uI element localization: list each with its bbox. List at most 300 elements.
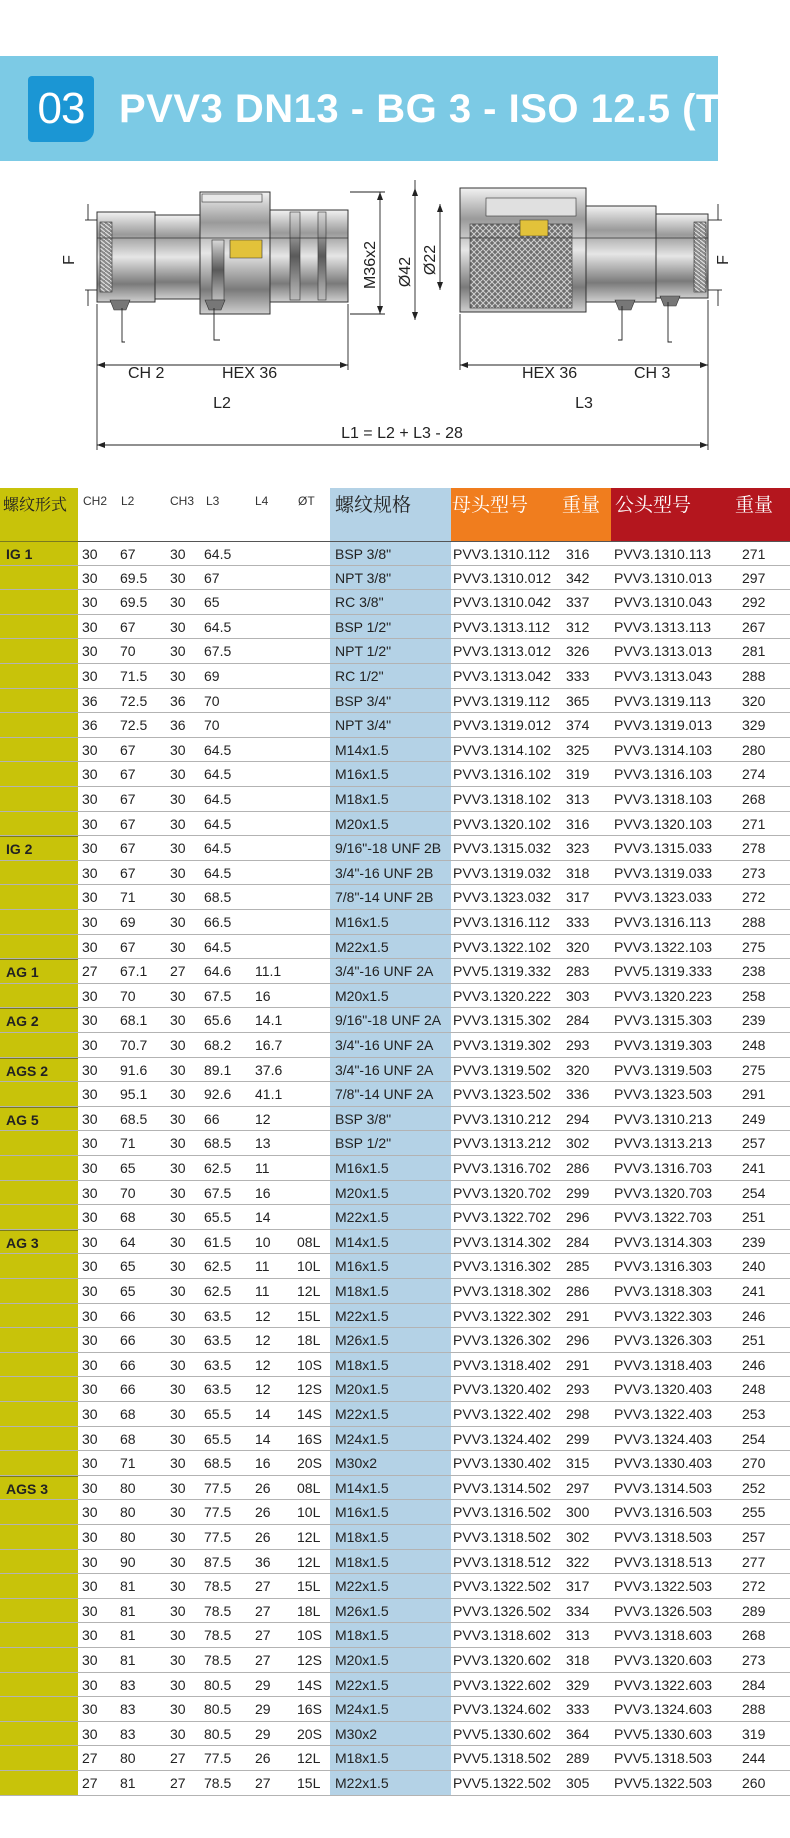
female-model-cell: PVV3.1323.032: [453, 889, 552, 906]
female-model-cell: PVV3.1324.402: [453, 1430, 552, 1447]
ch2-cell: 30: [82, 791, 98, 807]
female-model-cell: PVV3.1316.502: [453, 1504, 552, 1521]
female-model-cell: PVV3.1316.102: [453, 766, 552, 783]
table-row: [0, 1623, 790, 1648]
ch3-cell: 30: [170, 1578, 186, 1595]
table-row: [0, 1156, 790, 1181]
table-row: [0, 1771, 790, 1796]
table-row: [0, 1254, 790, 1279]
male-model-cell: PVV5.1322.503: [614, 1775, 713, 1791]
l4-cell: 27: [255, 1578, 271, 1595]
thread-form-group-label: AG 1: [6, 964, 39, 981]
ot-cell: 10L: [297, 1258, 321, 1275]
male-model-cell: PVV3.1310.043: [614, 594, 713, 611]
table-row: [0, 1476, 790, 1501]
ch2-cell: 30: [82, 594, 98, 611]
ot-cell: 08L: [297, 1479, 321, 1496]
l2-cell: 69.5: [120, 569, 148, 586]
ch3-cell: 30: [170, 1430, 186, 1447]
female-weight-cell: 329: [566, 1676, 590, 1693]
female-weight-cell: 319: [566, 766, 590, 783]
female-model-cell: PVV3.1313.012: [453, 643, 552, 660]
l3-cell: 87.5: [204, 1553, 232, 1570]
female-model-cell: PVV3.1316.702: [453, 1160, 552, 1176]
thread-spec-cell: M16x1.5: [335, 1160, 389, 1176]
ch3-cell: 30: [170, 791, 186, 807]
male-weight-cell: 270: [742, 1455, 766, 1472]
table-row: [0, 1648, 790, 1673]
ch2-cell: 30: [82, 1356, 98, 1373]
female-model-cell: PVV3.1320.102: [453, 815, 552, 832]
male-model-cell: PVV3.1319.033: [614, 864, 713, 881]
ot-cell: 12L: [297, 1529, 321, 1545]
female-weight-cell: 342: [566, 569, 590, 586]
ot-cell: 12S: [297, 1381, 322, 1398]
male-weight-cell: 255: [742, 1504, 766, 1521]
l4-cell: 14: [255, 1406, 271, 1422]
l2-cell: 83: [120, 1701, 136, 1718]
table-row: [0, 836, 790, 861]
ch2-cell: 27: [82, 963, 98, 980]
thread-spec-cell: M18x1.5: [335, 1529, 389, 1545]
header-ch2: CH2: [83, 494, 108, 508]
ch2-cell: 30: [82, 1504, 98, 1521]
male-model-cell: PVV3.1313.213: [614, 1135, 713, 1152]
l4-cell: 16: [255, 1455, 271, 1472]
ch2-cell: 30: [82, 938, 98, 955]
table-row: [0, 566, 790, 591]
l3-cell: 77.5: [204, 1479, 232, 1496]
l2-cell: 68.1: [120, 1012, 148, 1029]
l2-cell: 71: [120, 1455, 136, 1472]
m36x2-label: M36x2: [362, 240, 379, 290]
l2-cell: 81: [120, 1627, 136, 1644]
female-model-cell: PVV3.1326.302: [453, 1332, 552, 1349]
thread-spec-cell: M22x1.5: [335, 1775, 389, 1791]
header-female-weight: 重量: [562, 495, 601, 516]
ch3-cell: 30: [170, 1381, 186, 1398]
l3-cell: 67.5: [204, 643, 232, 660]
male-weight-cell: 253: [742, 1406, 766, 1422]
male-model-cell: PVV3.1310.213: [614, 1110, 713, 1127]
ch3-cell: 30: [170, 1209, 186, 1226]
female-model-cell: PVV3.1315.302: [453, 1012, 552, 1029]
male-weight-cell: 248: [742, 1037, 766, 1053]
female-model-cell: PVV5.1322.502: [453, 1775, 552, 1791]
l2-cell: 70: [120, 987, 136, 1004]
male-weight-cell: 268: [742, 1627, 766, 1644]
group-divider: [0, 1230, 78, 1231]
male-weight-cell: 254: [742, 1184, 766, 1201]
ot-cell: 12L: [297, 1750, 321, 1767]
l2-cell: 81: [120, 1602, 136, 1619]
male-model-cell: PVV5.1319.333: [614, 963, 713, 980]
l4-cell: 37.6: [255, 1061, 283, 1078]
ch2-cell: 30: [82, 1602, 98, 1619]
male-weight-cell: 239: [742, 1233, 766, 1250]
group-divider: [0, 959, 78, 960]
female-weight-cell: 286: [566, 1283, 590, 1299]
ch3-cell: 30: [170, 1356, 186, 1373]
male-model-cell: PVV3.1322.503: [614, 1578, 713, 1595]
female-model-cell: PVV3.1310.042: [453, 594, 552, 611]
male-model-cell: PVV5.1330.603: [614, 1725, 713, 1742]
page-title: PVV3 DN13 - BG 3 - ISO 12.5 (T): [119, 87, 735, 131]
ch3-cell: 30: [170, 1061, 186, 1078]
l4-cell: 41.1: [255, 1086, 283, 1103]
ch2-cell: 30: [82, 1455, 98, 1472]
table-row: [0, 861, 790, 886]
l4-cell: 16.7: [255, 1037, 283, 1053]
male-weight-cell: 271: [742, 815, 766, 832]
l2-label: L2: [213, 395, 231, 412]
female-weight-cell: 313: [566, 1627, 590, 1644]
ch2-cell: 30: [82, 1701, 98, 1718]
ch3-cell: 30: [170, 1135, 186, 1152]
male-model-cell: PVV3.1310.113: [614, 546, 712, 562]
male-weight-cell: 297: [742, 569, 766, 586]
thread-spec-cell: M14x1.5: [335, 1479, 389, 1496]
l2-cell: 81: [120, 1578, 136, 1595]
male-weight-cell: 280: [742, 741, 766, 758]
ot-cell: 20S: [297, 1455, 322, 1472]
l4-cell: 27: [255, 1602, 271, 1619]
l3-cell: 64.5: [204, 840, 232, 857]
male-weight-cell: 241: [742, 1283, 766, 1299]
table-row: [0, 590, 790, 615]
ch2-cell: 30: [82, 1086, 98, 1103]
ot-cell: 10S: [297, 1627, 322, 1644]
l4-cell: 26: [255, 1479, 271, 1496]
l3-cell: 80.5: [204, 1676, 232, 1693]
ch2-cell: 30: [82, 1529, 98, 1545]
male-model-cell: PVV3.1320.603: [614, 1652, 713, 1668]
male-model-cell: PVV3.1319.303: [614, 1037, 713, 1053]
table-row: [0, 1328, 790, 1353]
female-weight-cell: 303: [566, 987, 590, 1004]
l2-cell: 90: [120, 1553, 136, 1570]
l3-cell: 64.5: [204, 791, 232, 807]
l2-cell: 70: [120, 643, 136, 660]
ch2-cell: 30: [82, 889, 98, 906]
l3-cell: 64.5: [204, 618, 232, 635]
ot-cell: 18L: [297, 1602, 321, 1619]
l2-cell: 65: [120, 1283, 136, 1299]
thread-spec-cell: 7/8"-14 UNF 2A: [335, 1086, 434, 1103]
female-model-cell: PVV3.1320.222: [453, 987, 552, 1004]
male-weight-cell: 251: [742, 1332, 766, 1349]
thread-form-group-label: AG 5: [6, 1111, 39, 1128]
thread-spec-cell: RC 1/2": [335, 668, 384, 684]
thread-spec-cell: NPT 3/8": [335, 569, 392, 586]
l2-cell: 67: [120, 938, 136, 955]
ch3-cell: 30: [170, 1184, 186, 1201]
l3-cell: 67.5: [204, 987, 232, 1004]
male-weight-cell: 246: [742, 1356, 766, 1373]
l4-cell: 16: [255, 1184, 271, 1201]
male-weight-cell: 268: [742, 791, 766, 807]
ch3-cell: 30: [170, 1037, 186, 1053]
l2-cell: 71.5: [120, 668, 148, 684]
l2-cell: 66: [120, 1332, 136, 1349]
male-model-cell: PVV3.1318.403: [614, 1356, 713, 1373]
l3-cell: 67: [204, 569, 220, 586]
female-weight-cell: 333: [566, 914, 590, 930]
l4-cell: 14: [255, 1430, 271, 1447]
ch2-cell: 30: [82, 914, 98, 930]
female-model-cell: PVV3.1320.702: [453, 1184, 552, 1201]
l4-cell: 29: [255, 1701, 271, 1718]
header-l4: L4: [255, 494, 269, 508]
l3-cell: 66.5: [204, 914, 232, 930]
d22-label: Ø22: [422, 244, 439, 276]
thread-spec-cell: M24x1.5: [335, 1430, 389, 1447]
ch2-cell: 30: [82, 1012, 98, 1029]
male-weight-cell: 257: [742, 1135, 766, 1152]
thread-spec-cell: M22x1.5: [335, 1578, 389, 1595]
header-l2: L2: [121, 494, 135, 508]
l3-cell: 64.6: [204, 963, 232, 980]
thread-spec-cell: M14x1.5: [335, 1233, 389, 1250]
l3-cell: 64.5: [204, 766, 232, 783]
l4-cell: 29: [255, 1725, 271, 1742]
l2-cell: 81: [120, 1775, 136, 1791]
male-weight-cell: 252: [742, 1479, 766, 1496]
thread-form-group-label: AGS 2: [6, 1062, 49, 1079]
male-model-cell: PVV3.1326.303: [614, 1332, 713, 1349]
l2-cell: 68: [120, 1406, 136, 1422]
ch2-cell: 36: [82, 717, 98, 734]
l1-formula-label: L1 = L2 + L3 - 28: [341, 425, 463, 442]
male-model-cell: PVV3.1316.703: [614, 1160, 713, 1176]
female-weight-cell: 334: [566, 1602, 590, 1619]
thread-spec-cell: M14x1.5: [335, 741, 389, 758]
table-row: [0, 615, 790, 640]
l2-cell: 71: [120, 1135, 136, 1152]
ch3-cell: 30: [170, 815, 186, 832]
l2-cell: 67: [120, 791, 136, 807]
female-model-cell: PVV3.1318.512: [453, 1553, 552, 1570]
table-row: [0, 1451, 790, 1476]
ch2-cell: 30: [82, 1553, 98, 1570]
ot-cell: 12L: [297, 1553, 321, 1570]
header-male-model: 公头型号: [615, 495, 692, 516]
l3-cell: 64.5: [204, 815, 232, 832]
male-model-cell: PVV3.1314.103: [614, 741, 713, 758]
ch2-cell: 30: [82, 987, 98, 1004]
l4-cell: 12: [255, 1332, 271, 1349]
table-row: [0, 541, 790, 566]
male-weight-cell: 241: [742, 1160, 766, 1176]
female-weight-cell: 302: [566, 1529, 590, 1545]
ch2-cell: 30: [82, 1061, 98, 1078]
l4-cell: 14.1: [255, 1012, 283, 1029]
male-weight-cell: 258: [742, 987, 766, 1004]
ch3-cell: 30: [170, 1455, 186, 1472]
l4-cell: 11: [255, 1258, 270, 1275]
ch3-cell: 30: [170, 914, 186, 930]
f-left-label: F: [61, 255, 78, 265]
female-model-cell: PVV5.1319.332: [453, 963, 552, 980]
thread-spec-cell: M18x1.5: [335, 1356, 389, 1373]
thread-spec-cell: NPT 1/2": [335, 643, 392, 660]
l2-cell: 68: [120, 1209, 136, 1226]
ch2-cell: 30: [82, 1381, 98, 1398]
thread-spec-cell: BSP 1/2": [335, 618, 392, 635]
female-model-cell: PVV3.1320.402: [453, 1381, 552, 1398]
female-model-cell: PVV3.1318.402: [453, 1356, 552, 1373]
ch2-cell: 30: [82, 1406, 98, 1422]
ch3-cell: 30: [170, 1406, 186, 1422]
table-row: [0, 1353, 790, 1378]
female-weight-cell: 296: [566, 1209, 590, 1226]
male-weight-cell: 240: [742, 1258, 766, 1275]
table-row: [0, 1205, 790, 1230]
ot-cell: 15L: [297, 1578, 321, 1595]
l4-cell: 36: [255, 1553, 271, 1570]
table-row: [0, 1279, 790, 1304]
male-weight-cell: 246: [742, 1307, 766, 1324]
male-model-cell: PVV3.1322.603: [614, 1676, 713, 1693]
ch3-cell: 30: [170, 1160, 186, 1176]
female-weight-cell: 300: [566, 1504, 590, 1521]
header-male-weight: 重量: [735, 495, 774, 516]
l2-cell: 70.7: [120, 1037, 148, 1053]
l2-cell: 66: [120, 1356, 136, 1373]
l2-cell: 66: [120, 1307, 136, 1324]
male-model-cell: PVV3.1319.113: [614, 692, 712, 709]
l3-cell: 65.5: [204, 1406, 232, 1422]
table-row: [0, 713, 790, 738]
l3-cell: 64.5: [204, 546, 232, 562]
female-weight-cell: 286: [566, 1160, 590, 1176]
table-row: [0, 1697, 790, 1722]
male-model-cell: PVV5.1318.503: [614, 1750, 713, 1767]
ot-cell: 12S: [297, 1652, 322, 1668]
male-model-cell: PVV3.1318.103: [614, 791, 713, 807]
ch3-cell: 27: [170, 1775, 186, 1791]
l3-cell: 78.5: [204, 1652, 232, 1668]
male-model-cell: PVV3.1320.703: [614, 1184, 713, 1201]
female-weight-cell: 315: [566, 1455, 590, 1472]
male-weight-cell: 244: [742, 1750, 766, 1767]
l4-cell: 26: [255, 1750, 271, 1767]
table-row: [0, 1230, 790, 1255]
female-model-cell: PVV5.1330.602: [453, 1725, 552, 1742]
male-model-cell: PVV3.1315.033: [614, 840, 713, 857]
thread-spec-cell: M18x1.5: [335, 1627, 389, 1644]
l2-cell: 67: [120, 546, 136, 562]
ch2-cell: 30: [82, 840, 98, 857]
group-divider: [0, 1008, 78, 1009]
female-model-cell: PVV3.1313.112: [453, 618, 551, 635]
thread-spec-cell: M26x1.5: [335, 1332, 389, 1349]
title-banner: [0, 56, 735, 161]
male-model-cell: PVV3.1318.603: [614, 1627, 713, 1644]
male-model-cell: PVV3.1323.033: [614, 889, 713, 906]
table-row: [0, 1673, 790, 1698]
female-model-cell: PVV3.1322.402: [453, 1406, 552, 1422]
thread-spec-cell: M18x1.5: [335, 791, 389, 807]
thread-spec-cell: M18x1.5: [335, 1283, 389, 1299]
l3-cell: 77.5: [204, 1750, 232, 1767]
ch2-cell: 30: [82, 1283, 98, 1299]
female-weight-cell: 323: [566, 840, 590, 857]
ch3-cell: 30: [170, 938, 186, 955]
male-model-cell: PVV3.1324.603: [614, 1701, 713, 1718]
ch2-cell: 30: [82, 1160, 98, 1176]
ch3-cell: 30: [170, 1258, 186, 1275]
group-divider: [0, 541, 78, 542]
ch3-cell: 30: [170, 1086, 186, 1103]
female-model-cell: PVV3.1313.042: [453, 668, 552, 684]
male-model-cell: PVV3.1314.503: [614, 1479, 713, 1496]
l2-cell: 81: [120, 1652, 136, 1668]
male-weight-cell: 329: [742, 717, 766, 734]
l3-cell: 78.5: [204, 1627, 232, 1644]
ch2-cell: 30: [82, 1479, 98, 1496]
ot-cell: 08L: [297, 1233, 321, 1250]
l4-cell: 11.1: [255, 963, 282, 980]
female-model-cell: PVV3.1318.602: [453, 1627, 552, 1644]
header-thread-form: 螺纹形式: [3, 497, 68, 514]
male-model-cell: PVV3.1316.113: [614, 914, 712, 930]
ch2-cell: 30: [82, 668, 98, 684]
l2-cell: 72.5: [120, 717, 148, 734]
thread-spec-cell: M20x1.5: [335, 1184, 389, 1201]
female-model-cell: PVV3.1318.102: [453, 791, 552, 807]
ch3-cell: 30: [170, 643, 186, 660]
ch2-cell: 27: [82, 1750, 98, 1767]
l4-cell: 27: [255, 1652, 271, 1668]
table-row: [0, 984, 790, 1009]
male-weight-cell: 257: [742, 1529, 766, 1545]
male-weight-cell: 272: [742, 1578, 766, 1595]
hex36-right-label: HEX 36: [522, 365, 578, 382]
l4-cell: 27: [255, 1775, 271, 1791]
female-weight-cell: 299: [566, 1430, 590, 1447]
l4-cell: 27: [255, 1627, 271, 1644]
ch3-cell: 30: [170, 1602, 186, 1619]
l2-cell: 83: [120, 1676, 136, 1693]
male-model-cell: PVV3.1323.503: [614, 1086, 713, 1103]
ch3-cell: 30: [170, 1627, 186, 1644]
female-model-cell: PVV3.1319.012: [453, 717, 552, 734]
female-weight-cell: 296: [566, 1332, 590, 1349]
female-model-cell: PVV3.1314.302: [453, 1233, 552, 1250]
l3-cell: 89.1: [204, 1061, 232, 1078]
male-weight-cell: 273: [742, 864, 766, 881]
female-weight-cell: 285: [566, 1258, 590, 1275]
thread-form-group-label: AG 3: [6, 1234, 39, 1251]
l2-cell: 83: [120, 1725, 136, 1742]
l3-cell: 64.5: [204, 938, 232, 955]
table-row: [0, 935, 790, 960]
l2-cell: 64: [120, 1233, 136, 1250]
thread-form-group-label: IG 1: [6, 546, 33, 562]
l2-cell: 70: [120, 1184, 136, 1201]
female-weight-cell: 298: [566, 1406, 590, 1422]
l3-cell: 77.5: [204, 1504, 232, 1521]
l3-cell: 64.5: [204, 741, 232, 758]
l2-cell: 95.1: [120, 1086, 148, 1103]
ch3-cell: 30: [170, 668, 186, 684]
l3-cell: 63.5: [204, 1356, 232, 1373]
female-model-cell: PVV3.1322.502: [453, 1578, 552, 1595]
f-right-label: F: [715, 255, 732, 265]
male-weight-cell: 277: [742, 1553, 766, 1570]
ch3-cell: 30: [170, 618, 186, 635]
